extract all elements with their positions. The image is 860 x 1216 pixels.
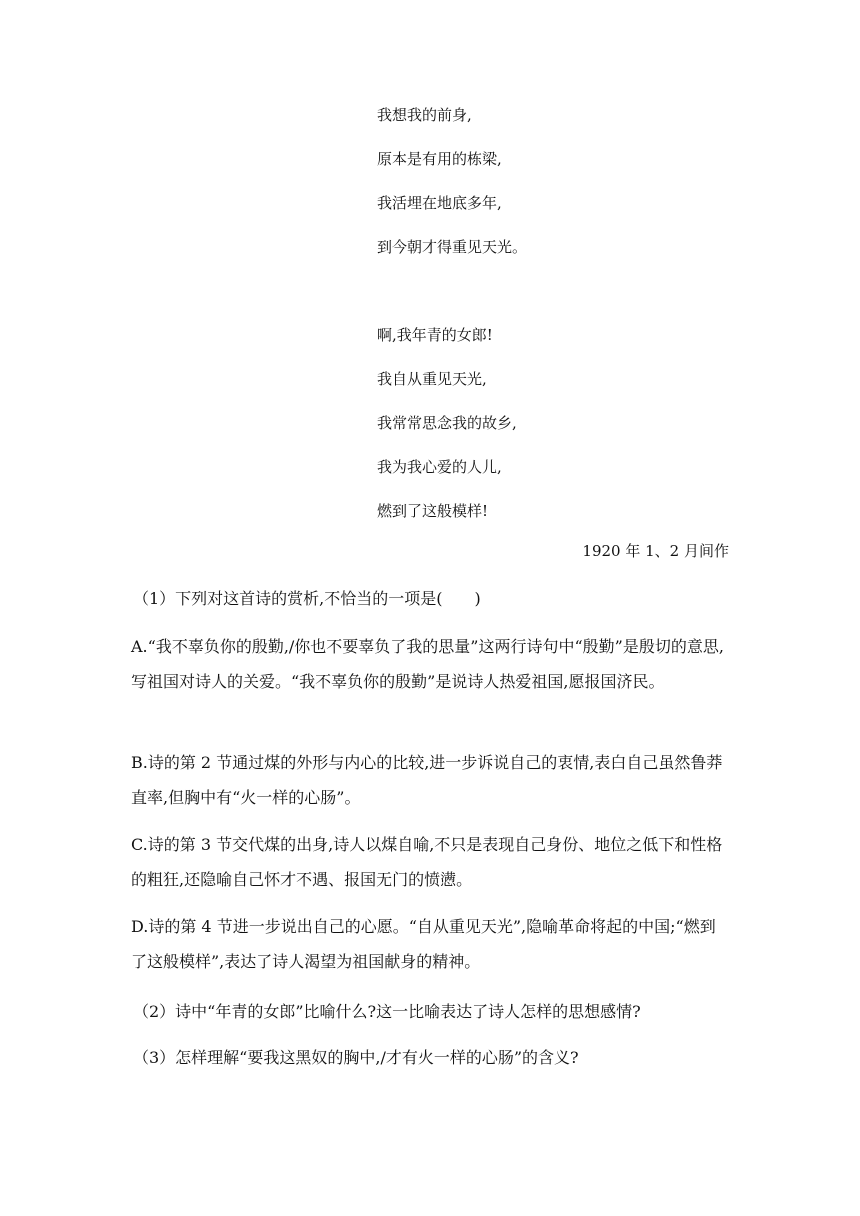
poem-line: 我为我心爱的人儿,: [377, 458, 502, 476]
poem-line: 我活埋在地底多年,: [377, 194, 502, 212]
question-1-option-b: B.诗的第 2 节通过煤的外形与内心的比较,进一步诉说自己的衷情,表白自己虽然鲁莽直率,但胸中有“火一样的心肠”。: [131, 753, 723, 807]
question-1-stem: （1）下列对这首诗的赏析,不恰当的一项是( ): [133, 589, 481, 608]
question-1-option-a: A.“我不辜负你的殷勤,/你也不要辜负了我的思量”这两行诗句中“殷勤”是殷切的意思,写祖国对诗人的关爱。“我不辜负你的殷勤”是说诗人热爱祖国,愿报国济民。: [131, 637, 724, 691]
poem-line: 燃到了这般模样!: [377, 502, 489, 520]
question-1-option-d: D.诗的第 4 节进一步说出自己的心愿。“自从重见天光”,隐喻革命将起的中国;“燃到了这般模样”,表达了诗人渴望为祖国献身的精神。: [131, 917, 716, 971]
poem-line: 到今朝才得重见天光。: [377, 238, 528, 256]
poem-date-signature: 1920 年 1、2 月间作: [582, 542, 729, 560]
poem-line: 我常常思念我的故乡,: [377, 414, 517, 432]
poem-line: 啊,我年青的女郎!: [377, 326, 493, 344]
poem-line: 原本是有用的栋梁,: [377, 150, 502, 168]
poem-line: 我想我的前身,: [377, 106, 472, 124]
poem-line: 我自从重见天光,: [377, 370, 487, 388]
question-3: （3）怎样理解“要我这黑奴的胸中,/才有火一样的心肠”的含义?: [133, 1048, 579, 1067]
question-1-option-c: C.诗的第 3 节交代煤的出身,诗人以煤自喻,不只是表现自己身份、地位之低下和性格的粗狂,还隐喻自己怀才不遇、报国无门的愤懑。: [131, 835, 723, 889]
question-2: （2）诗中“年青的女郎”比喻什么?这一比喻表达了诗人怎样的思想感情?: [133, 1002, 641, 1021]
